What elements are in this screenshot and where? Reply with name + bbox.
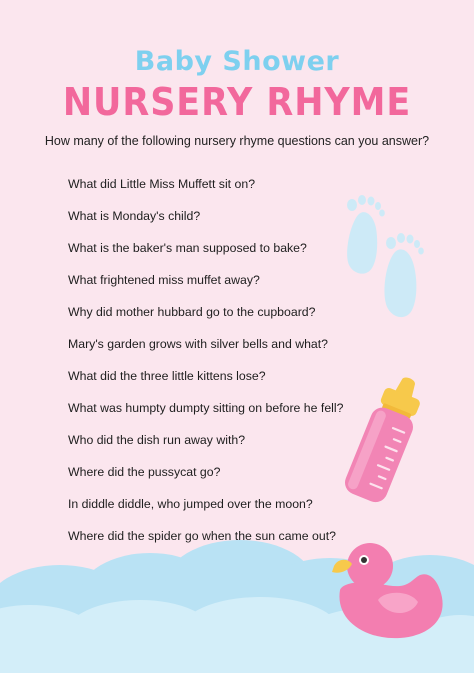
question-text: Why did mother hubbard go to the cupboard? (68, 305, 316, 319)
question-text: What is Monday's child? (68, 209, 201, 223)
question-text: What frightened miss muffet away? (68, 273, 260, 287)
question-text: Mary's garden grows with silver bells and what? (68, 337, 329, 351)
question-text: Who did the dish run away with? (68, 433, 246, 447)
question-text: Where did the pussycat go? (68, 465, 221, 479)
question-text: What was humpty dumpty sitting on before he fell? (68, 401, 344, 415)
question-text: In diddle diddle, who jumped over the moon? (68, 497, 313, 511)
question-text: What did the three little kittens lose? (68, 369, 266, 383)
question-text: Where did the spider go when the sun came out? (68, 529, 336, 543)
page-title: NURSERY RHYME (62, 80, 412, 124)
intro-text: How many of the following nursery rhyme questions can you answer? (44, 134, 430, 148)
subtitle: Baby Shower (134, 46, 340, 77)
question-text: What did Little Miss Muffett sit on? (68, 177, 256, 191)
question-text: What is the baker's man supposed to bake? (68, 241, 307, 255)
